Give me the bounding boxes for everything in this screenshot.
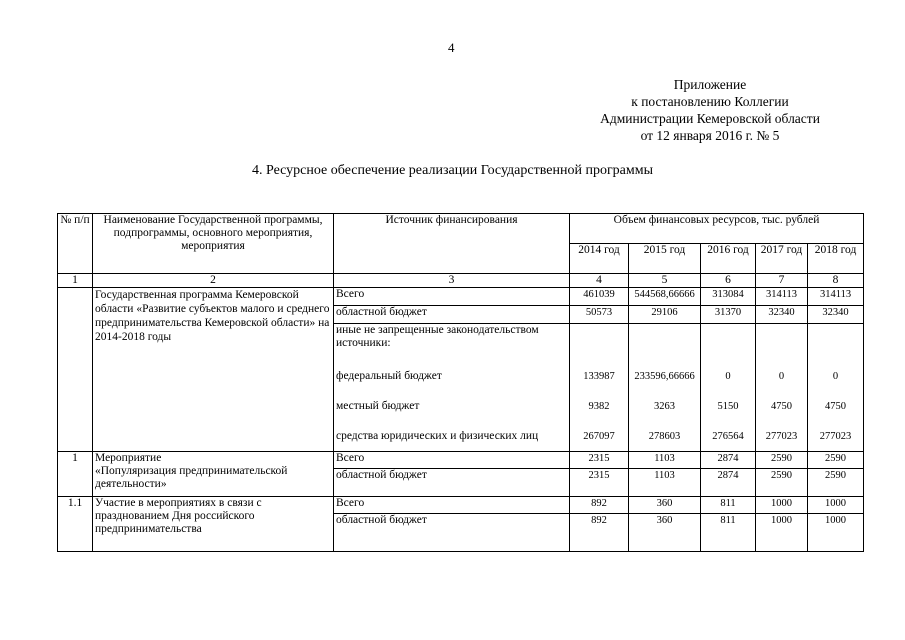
- value-cell: 2315: [570, 469, 629, 497]
- value-cell: 4750: [756, 392, 808, 422]
- value-cell: 360: [629, 497, 701, 514]
- source-cell: федеральный бюджет: [334, 362, 570, 392]
- source-cell: Всего: [334, 497, 570, 514]
- source-cell: Всего: [334, 288, 570, 306]
- value-cell: 360: [629, 514, 701, 552]
- value-cell: 314113: [808, 288, 864, 306]
- value-cell: 0: [701, 362, 756, 392]
- value-cell: 2590: [756, 469, 808, 497]
- value-cell: 892: [570, 497, 629, 514]
- value-cell: 29106: [629, 306, 701, 324]
- value-cell: 1103: [629, 452, 701, 469]
- item-name: Участие в мероприятиях в связи с празднованием Дня российского предпринимательства: [93, 497, 334, 552]
- page-number: 4: [448, 40, 455, 55]
- col-number: 2: [93, 274, 334, 288]
- col-number: 6: [701, 274, 756, 288]
- header-name: Наименование Государственной программы, подпрограммы, основного мероприятия, мероприятия: [93, 214, 334, 274]
- value-cell: 267097: [570, 422, 629, 452]
- header-source: Источник финансирования: [334, 214, 570, 274]
- value-cell: 2874: [701, 469, 756, 497]
- item-name-line: Мероприятие: [95, 452, 162, 464]
- value-cell: [629, 324, 701, 362]
- col-number: 5: [629, 274, 701, 288]
- header-year: 2017 год: [756, 244, 808, 274]
- header-num: № п/п: [58, 214, 93, 274]
- value-cell: 892: [570, 514, 629, 552]
- value-cell: 31370: [701, 306, 756, 324]
- value-cell: 0: [756, 362, 808, 392]
- value-cell: [701, 324, 756, 362]
- value-cell: 1000: [808, 497, 864, 514]
- source-cell: иные не запрещенные законодательством источники:: [334, 324, 570, 362]
- value-cell: 1103: [629, 469, 701, 497]
- section-title: 4. Ресурсное обеспечение реализации Государственной программы: [251, 163, 654, 178]
- source-cell: областной бюджет: [334, 306, 570, 324]
- col-number: 1: [58, 274, 93, 288]
- value-cell: 2874: [701, 452, 756, 469]
- header-volume: Объем финансовых ресурсов, тыс. рублей: [570, 214, 864, 244]
- value-cell: 1000: [756, 497, 808, 514]
- value-cell: 5150: [701, 392, 756, 422]
- value-cell: 133987: [570, 362, 629, 392]
- value-cell: 278603: [629, 422, 701, 452]
- value-cell: 32340: [808, 306, 864, 324]
- header-year: 2014 год: [570, 244, 629, 274]
- value-cell: 0: [808, 362, 864, 392]
- value-cell: 9382: [570, 392, 629, 422]
- value-cell: 32340: [756, 306, 808, 324]
- value-cell: 313084: [701, 288, 756, 306]
- item-name: [93, 452, 334, 497]
- source-cell: средства юридических и физических лиц: [334, 422, 570, 452]
- value-cell: 811: [701, 514, 756, 552]
- value-cell: 3263: [629, 392, 701, 422]
- col-number: 4: [570, 274, 629, 288]
- appendix-block: [560, 76, 860, 144]
- value-cell: [756, 324, 808, 362]
- value-cell: 461039: [570, 288, 629, 306]
- program-num-cell: [58, 288, 93, 452]
- value-cell: 4750: [808, 392, 864, 422]
- header-year: 2015 год: [629, 244, 701, 274]
- col-number: 8: [808, 274, 864, 288]
- resource-table: [57, 213, 864, 552]
- appendix-line-3: Администрации Кемеровской области: [600, 111, 820, 126]
- col-number: 7: [756, 274, 808, 288]
- source-cell: Всего: [334, 452, 570, 469]
- col-number: 3: [334, 274, 570, 288]
- value-cell: 233596,66666: [629, 362, 701, 392]
- source-cell: областной бюджет: [334, 469, 570, 497]
- value-cell: 811: [701, 497, 756, 514]
- header-year: 2016 год: [701, 244, 756, 274]
- value-cell: 50573: [570, 306, 629, 324]
- item-num: 1.1: [58, 497, 93, 552]
- item-name-line: «Популяризация предпринимательской деятельности»: [95, 465, 288, 490]
- value-cell: 544568,66666: [629, 288, 701, 306]
- appendix-line-2: к постановлению Коллегии: [631, 94, 789, 109]
- source-cell: местный бюджет: [334, 392, 570, 422]
- appendix-line-1: Приложение: [673, 77, 747, 92]
- value-cell: 2590: [808, 469, 864, 497]
- value-cell: 314113: [756, 288, 808, 306]
- source-cell: областной бюджет: [334, 514, 570, 552]
- value-cell: 2590: [808, 452, 864, 469]
- value-cell: 276564: [701, 422, 756, 452]
- value-cell: 1000: [808, 514, 864, 552]
- value-cell: 1000: [756, 514, 808, 552]
- value-cell: 277023: [756, 422, 808, 452]
- value-cell: 2590: [756, 452, 808, 469]
- value-cell: [570, 324, 629, 362]
- program-name: Государственная программа Кемеровской области «Развитие субъектов малого и среднего предпринимательства Кемеровской области» на 2014-2018 годы: [93, 288, 334, 452]
- item-num: 1: [58, 452, 93, 497]
- appendix-line-4: от 12 января 2016 г. № 5: [640, 128, 780, 143]
- value-cell: [808, 324, 864, 362]
- value-cell: 277023: [808, 422, 864, 452]
- value-cell: 2315: [570, 452, 629, 469]
- header-year: 2018 год: [808, 244, 864, 274]
